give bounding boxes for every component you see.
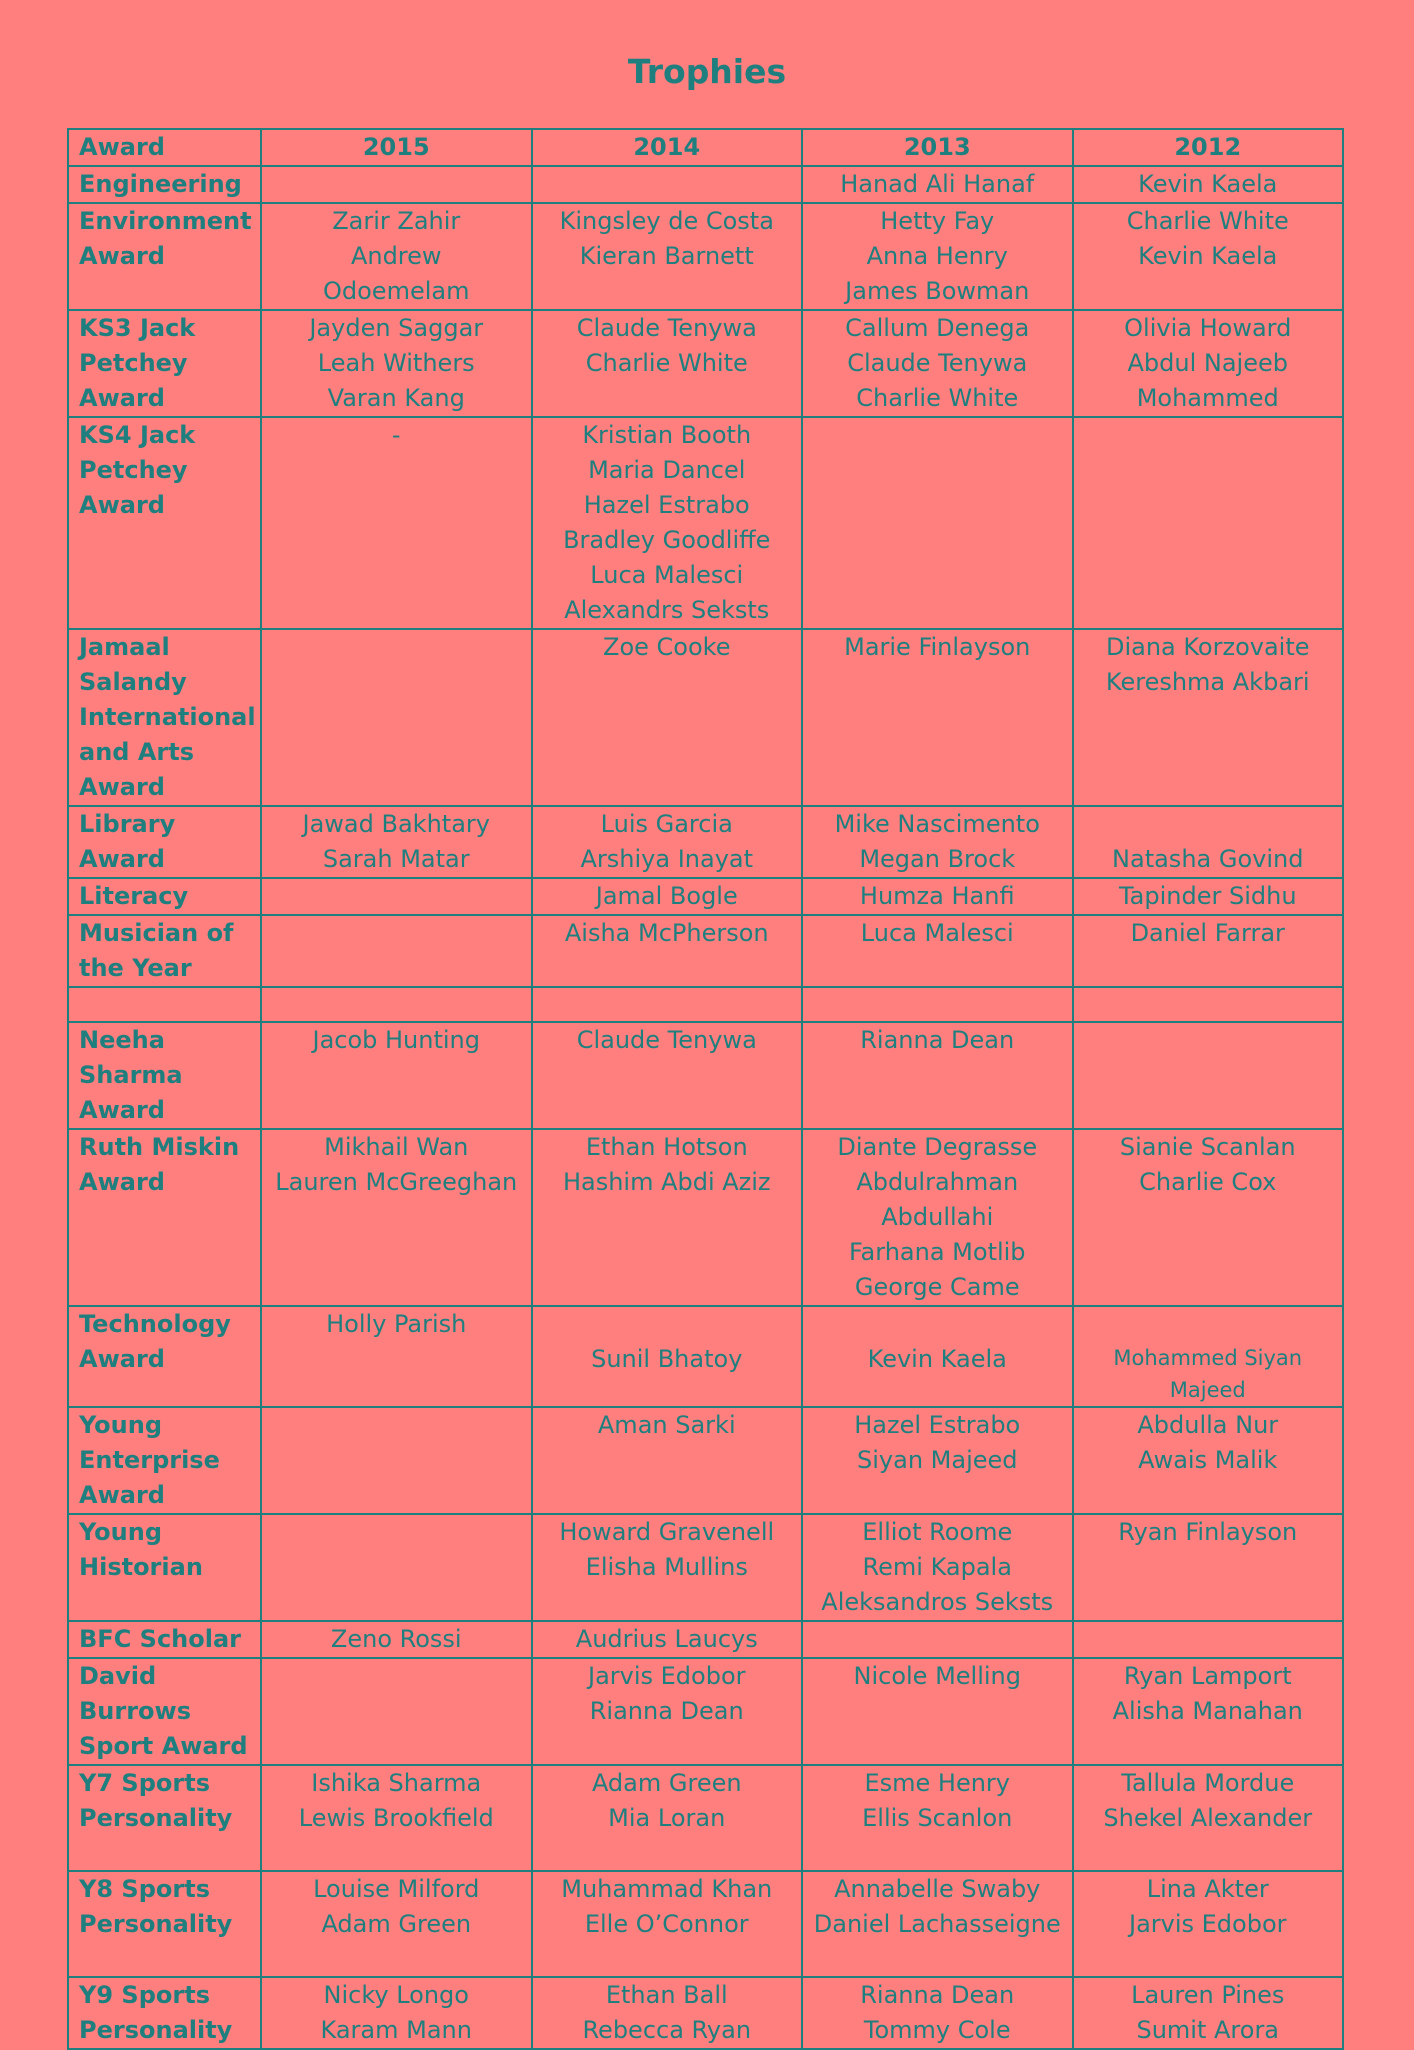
winners-cell-2012 xyxy=(1073,1306,1344,1407)
winner-name: Kevin Kaela xyxy=(1138,170,1278,198)
winner-name: Karam Mann xyxy=(320,2016,472,2044)
winners-cell-2012 xyxy=(1073,166,1344,203)
award-name-cell: Jamaal Salandy International and Arts Award xyxy=(68,629,261,806)
winner-name: Charlie White xyxy=(856,384,1019,412)
winners-cell-2013 xyxy=(802,629,1073,806)
winner-name: Zoe Cooke xyxy=(603,633,731,661)
table-row xyxy=(68,203,1343,310)
winners-cell-2014 xyxy=(532,166,803,203)
winners-cell-2013 xyxy=(802,203,1073,310)
winners-cell-2014 xyxy=(532,1407,803,1514)
award-name-cell: Neeha Sharma Award xyxy=(68,1022,261,1129)
award-name-cell: David Burrows Sport Award xyxy=(68,1658,261,1765)
winner-name: Charlie White xyxy=(1126,207,1289,235)
header-2012: 2012 xyxy=(1073,129,1344,166)
table-row xyxy=(68,1022,1343,1129)
award-name-cell: Library Award xyxy=(68,806,261,878)
winner-name: Adam Green xyxy=(321,1910,472,1938)
winners-cell-2015 xyxy=(261,1977,532,2049)
winner-name: Nicole Melling xyxy=(853,1662,1021,1690)
winner-name: Mohammed xyxy=(1136,384,1279,412)
winners-cell-2015 xyxy=(261,166,532,203)
winner-name: Ishika Sharma xyxy=(311,1769,482,1797)
table-row xyxy=(68,1407,1343,1514)
winners-cell-2013 xyxy=(802,1514,1073,1621)
table-row xyxy=(68,1514,1343,1621)
winner-name: Rianna Dean xyxy=(589,1697,744,1725)
winners-cell-2015 xyxy=(261,915,532,987)
winner-name: Ellis Scanlon xyxy=(862,1804,1013,1832)
winners-cell-2013 xyxy=(802,1977,1073,2049)
winner-name: Shekel Alexander xyxy=(1103,1804,1313,1832)
winner-name: Elliot Roome xyxy=(862,1518,1013,1546)
winners-cell-2015 xyxy=(261,417,532,629)
table-header-row xyxy=(68,129,1343,166)
winner-name: Kristian Booth xyxy=(582,421,752,449)
winners-cell-2015 xyxy=(261,806,532,878)
winner-name: Elisha Mullins xyxy=(585,1553,748,1581)
winners-cell-2013 xyxy=(802,1306,1073,1407)
table-row xyxy=(68,1306,1343,1407)
winners-cell-2013 xyxy=(802,310,1073,417)
winners-cell-2014 xyxy=(532,1129,803,1306)
table-row xyxy=(68,629,1343,806)
winner-name xyxy=(543,1307,792,1342)
winner-name: - xyxy=(391,421,401,449)
table-row xyxy=(68,1871,1343,1977)
winner-name: Jawad Bakhtary xyxy=(302,810,490,838)
table-row xyxy=(68,310,1343,417)
winner-name: Alisha Manahan xyxy=(1112,1697,1303,1725)
winners-cell-2015 xyxy=(261,1871,532,1977)
trophies-table xyxy=(67,128,1344,2050)
award-name-cell: Young Enterprise Award xyxy=(68,1407,261,1514)
winner-name: Tommy Cole xyxy=(863,2016,1011,2044)
table-row xyxy=(68,1977,1343,2049)
winners-cell-2014 xyxy=(532,915,803,987)
winners-cell-2015 xyxy=(261,310,532,417)
winner-name: Hashim Abdi Aziz xyxy=(562,1168,771,1196)
winner-name: Lewis Brookfield xyxy=(298,1804,494,1832)
winner-name: Ethan Hotson xyxy=(585,1133,748,1161)
winners-cell-2012 xyxy=(1073,1022,1344,1129)
award-name-cell: Ruth Miskin Award xyxy=(68,1129,261,1306)
winner-name: Jarvis Edobor xyxy=(587,1662,746,1690)
award-name-cell: KS3 Jack Petchey Award xyxy=(68,310,261,417)
winner-name: Sianie Scanlan xyxy=(1119,1133,1296,1161)
winner-name: Elle O’Connor xyxy=(584,1910,749,1938)
winner-name: Lauren Pines xyxy=(1131,1981,1285,2009)
winners-cell-2014 xyxy=(532,1977,803,2049)
winners-cell-2015 xyxy=(261,987,532,1022)
winner-name xyxy=(1084,807,1333,842)
winners-cell-2014 xyxy=(532,1871,803,1977)
winners-cell-2012 xyxy=(1073,417,1344,629)
winners-cell-2012 xyxy=(1073,203,1344,310)
winners-cell-2013 xyxy=(802,1871,1073,1977)
winners-cell-2015 xyxy=(261,629,532,806)
winner-name: Megan Brock xyxy=(859,845,1016,873)
header-award: Award xyxy=(68,129,261,166)
award-name-cell: Technology Award xyxy=(68,1306,261,1407)
winner-name: Lauren McGreeghan xyxy=(275,1168,518,1196)
winners-cell-2012 xyxy=(1073,915,1344,987)
table-row xyxy=(68,1129,1343,1306)
winners-cell-2012 xyxy=(1073,1129,1344,1306)
winner-name: Howard Gravenell xyxy=(559,1518,775,1546)
winners-cell-2015 xyxy=(261,1022,532,1129)
winner-name: George Came xyxy=(854,1273,1020,1301)
award-name-cell: Engineering xyxy=(68,166,261,203)
winner-name: Luca Malesci xyxy=(860,919,1014,947)
winner-name: Claude Tenywa xyxy=(576,1026,757,1054)
winners-cell-2014 xyxy=(532,806,803,878)
winners-cell-2015 xyxy=(261,1658,532,1765)
winner-name: Abdul Najeeb xyxy=(1127,349,1288,377)
winner-name: Awais Malik xyxy=(1138,1446,1278,1474)
winners-cell-2012 xyxy=(1073,878,1344,915)
winner-name: Diana Korzovaite xyxy=(1105,633,1310,661)
table-row xyxy=(68,806,1343,878)
table-row xyxy=(68,878,1343,915)
winner-name: Hazel Estrabo xyxy=(854,1411,1021,1439)
winners-cell-2014 xyxy=(532,1621,803,1658)
winners-cell-2012 xyxy=(1073,1871,1344,1977)
winners-cell-2015 xyxy=(261,1621,532,1658)
winners-cell-2012 xyxy=(1073,1977,1344,2049)
winners-cell-2014 xyxy=(532,987,803,1022)
winners-cell-2012 xyxy=(1073,806,1344,878)
winner-name: Kieran Barnett xyxy=(579,242,754,270)
winners-cell-2013 xyxy=(802,987,1073,1022)
award-name-cell: Literacy xyxy=(68,878,261,915)
award-name-cell: KS4 Jack Petchey Award xyxy=(68,417,261,629)
winners-cell-2015 xyxy=(261,1306,532,1407)
winner-name: Sunil Bhatoy xyxy=(591,1345,743,1373)
winner-name: Tapinder Sidhu xyxy=(1118,882,1297,910)
winner-name: Callum Denega xyxy=(845,314,1030,342)
winners-cell-2013 xyxy=(802,1129,1073,1306)
winner-name: Daniel Lachasseigne xyxy=(813,1910,1061,1938)
winner-name xyxy=(1084,1307,1333,1342)
winner-name: Annabelle Swaby xyxy=(834,1875,1041,1903)
winner-name: Esme Henry xyxy=(864,1769,1011,1797)
winner-name: Remi Kapala xyxy=(862,1553,1012,1581)
winners-cell-2014 xyxy=(532,629,803,806)
winner-name: Andrew xyxy=(350,242,442,270)
winners-cell-2014 xyxy=(532,1306,803,1407)
table-row xyxy=(68,166,1343,203)
winner-name: Kevin Kaela xyxy=(867,1345,1007,1373)
table-row xyxy=(68,1621,1343,1658)
winners-cell-2013 xyxy=(802,878,1073,915)
award-name-cell: Musician of the Year xyxy=(68,915,261,987)
winner-name: Maria Dancel xyxy=(588,456,746,484)
winner-name: Diante Degrasse xyxy=(837,1133,1038,1161)
winner-name: Olivia Howard xyxy=(1124,314,1292,342)
winner-name: Rebecca Ryan xyxy=(582,2016,752,2044)
award-name-cell: Y8 Sports Personality xyxy=(68,1871,261,1977)
winner-name: Kevin Kaela xyxy=(1138,242,1278,270)
table-body xyxy=(68,166,1343,2049)
winner-name: Rianna Dean xyxy=(860,1981,1015,2009)
winners-cell-2013 xyxy=(802,1658,1073,1765)
winner-name: Mike Nascimento xyxy=(834,810,1040,838)
winner-name: Jarvis Edobor xyxy=(1128,1910,1287,1938)
winners-cell-2013 xyxy=(802,166,1073,203)
winners-cell-2012 xyxy=(1073,629,1344,806)
winner-name: Natasha Govind xyxy=(1112,845,1304,873)
winners-cell-2012 xyxy=(1073,1765,1344,1871)
header-2013: 2013 xyxy=(802,129,1073,166)
table-row xyxy=(68,987,1343,1022)
winner-name: Farhana Motlib xyxy=(848,1238,1026,1266)
winner-name: Sarah Matar xyxy=(322,845,470,873)
winner-name: Jacob Hunting xyxy=(312,1026,481,1054)
winner-name: Hazel Estrabo xyxy=(583,491,750,519)
winner-name: Ryan Finlayson xyxy=(1118,1518,1298,1546)
winners-cell-2014 xyxy=(532,203,803,310)
winner-name: Ethan Ball xyxy=(605,1981,728,2009)
winners-cell-2012 xyxy=(1073,310,1344,417)
winner-name: Aman Sarki xyxy=(597,1411,736,1439)
header-2014: 2014 xyxy=(532,129,803,166)
winners-cell-2014 xyxy=(532,417,803,629)
winner-name: Leah Withers xyxy=(317,349,475,377)
winners-cell-2014 xyxy=(532,1514,803,1621)
winners-cell-2012 xyxy=(1073,1407,1344,1514)
winner-name: Siyan Majeed xyxy=(857,1446,1018,1474)
winner-name: Zeno Rossi xyxy=(330,1625,462,1653)
winners-cell-2013 xyxy=(802,1765,1073,1871)
winner-name: Kingsley de Costa xyxy=(559,207,774,235)
winners-cell-2014 xyxy=(532,1022,803,1129)
winner-name: James Bowman xyxy=(845,277,1030,305)
winners-cell-2014 xyxy=(532,878,803,915)
winners-cell-2013 xyxy=(802,1621,1073,1658)
award-name-cell: BFC Scholar xyxy=(68,1621,261,1658)
winner-name: Kereshma Akbari xyxy=(1105,668,1310,696)
award-name-cell: Y9 Sports Personality xyxy=(68,1977,261,2049)
winner-name: Bradley Goodliffe xyxy=(563,526,771,554)
winners-cell-2015 xyxy=(261,878,532,915)
winner-name: Odoemelam xyxy=(323,277,470,305)
winner-name: Charlie Cox xyxy=(1139,1168,1277,1196)
winner-name: Abdullahi xyxy=(881,1203,994,1231)
table-row xyxy=(68,417,1343,629)
winner-name: Luca Malesci xyxy=(590,561,744,589)
winners-cell-2012 xyxy=(1073,1621,1344,1658)
winners-cell-2014 xyxy=(532,1765,803,1871)
winner-name: Marie Finlayson xyxy=(844,633,1031,661)
winners-cell-2015 xyxy=(261,1407,532,1514)
winner-name: Sumit Arora xyxy=(1136,2016,1280,2044)
winner-name: Abdulrahman xyxy=(856,1168,1019,1196)
winners-cell-2012 xyxy=(1073,1514,1344,1621)
winners-cell-2014 xyxy=(532,310,803,417)
winners-cell-2013 xyxy=(802,806,1073,878)
table-row xyxy=(68,1658,1343,1765)
winners-cell-2012 xyxy=(1073,1658,1344,1765)
award-name-cell: Environment Award xyxy=(68,203,261,310)
page-title: Trophies xyxy=(627,52,787,91)
winner-name: Muhammad Khan xyxy=(561,1875,773,1903)
winners-cell-2015 xyxy=(261,1514,532,1621)
winner-name: Luis Garcia xyxy=(600,810,733,838)
winner-name: Rianna Dean xyxy=(860,1026,1015,1054)
winner-name: Arshiya Inayat xyxy=(580,845,754,873)
winners-cell-2013 xyxy=(802,417,1073,629)
winner-name: Humza Hanfi xyxy=(859,882,1015,910)
winners-cell-2015 xyxy=(261,203,532,310)
winner-name: Jayden Saggar xyxy=(309,314,484,342)
winner-name: Hanad Ali Hanaf xyxy=(840,170,1035,198)
winner-name: Aleksandros Seksts xyxy=(821,1588,1054,1616)
winners-cell-2012 xyxy=(1073,987,1344,1022)
winner-name: Daniel Farrar xyxy=(1130,919,1285,947)
winner-name: Charlie White xyxy=(585,349,748,377)
winner-name: Louise Milford xyxy=(313,1875,480,1903)
winner-name: Jamal Bogle xyxy=(595,882,738,910)
winner-name: Hetty Fay xyxy=(880,207,995,235)
table-row xyxy=(68,1765,1343,1871)
table-row xyxy=(68,915,1343,987)
winner-name: Adam Green xyxy=(591,1769,742,1797)
winner-name: Alexandrs Seksts xyxy=(564,596,770,624)
winner-name: Claude Tenywa xyxy=(576,314,757,342)
winner-name: Tallula Mordue xyxy=(1121,1769,1295,1797)
winners-cell-2014 xyxy=(532,1658,803,1765)
winner-name: Holly Parish xyxy=(326,1310,467,1338)
winner-name: Audrius Laucys xyxy=(575,1625,758,1653)
winner-name: Zarir Zahir xyxy=(332,207,461,235)
winners-cell-2013 xyxy=(802,915,1073,987)
winners-cell-2013 xyxy=(802,1407,1073,1514)
header-2015: 2015 xyxy=(261,129,532,166)
winners-cell-2015 xyxy=(261,1129,532,1306)
winner-name: Varan Kang xyxy=(327,384,465,412)
winner-name: Mia Loran xyxy=(608,1804,726,1832)
winner-name: Abdulla Nur xyxy=(1137,1411,1279,1439)
winners-cell-2015 xyxy=(261,1765,532,1871)
award-name-cell: Young Historian xyxy=(68,1514,261,1621)
award-name-cell xyxy=(68,987,261,1022)
winner-name xyxy=(813,1307,1062,1342)
winner-name: Mikhail Wan xyxy=(324,1133,469,1161)
winners-cell-2013 xyxy=(802,1022,1073,1129)
winner-name: Claude Tenywa xyxy=(847,349,1028,377)
winner-name: Aisha McPherson xyxy=(564,919,769,947)
winner-name: Anna Henry xyxy=(866,242,1008,270)
winner-name: Mohammed Siyan Majeed xyxy=(1113,1346,1303,1402)
winner-name: Nicky Longo xyxy=(323,1981,469,2009)
winner-name: Ryan Lamport xyxy=(1123,1662,1292,1690)
winner-name: Lina Akter xyxy=(1146,1875,1269,1903)
award-name-cell: Y7 Sports Personality xyxy=(68,1765,261,1871)
